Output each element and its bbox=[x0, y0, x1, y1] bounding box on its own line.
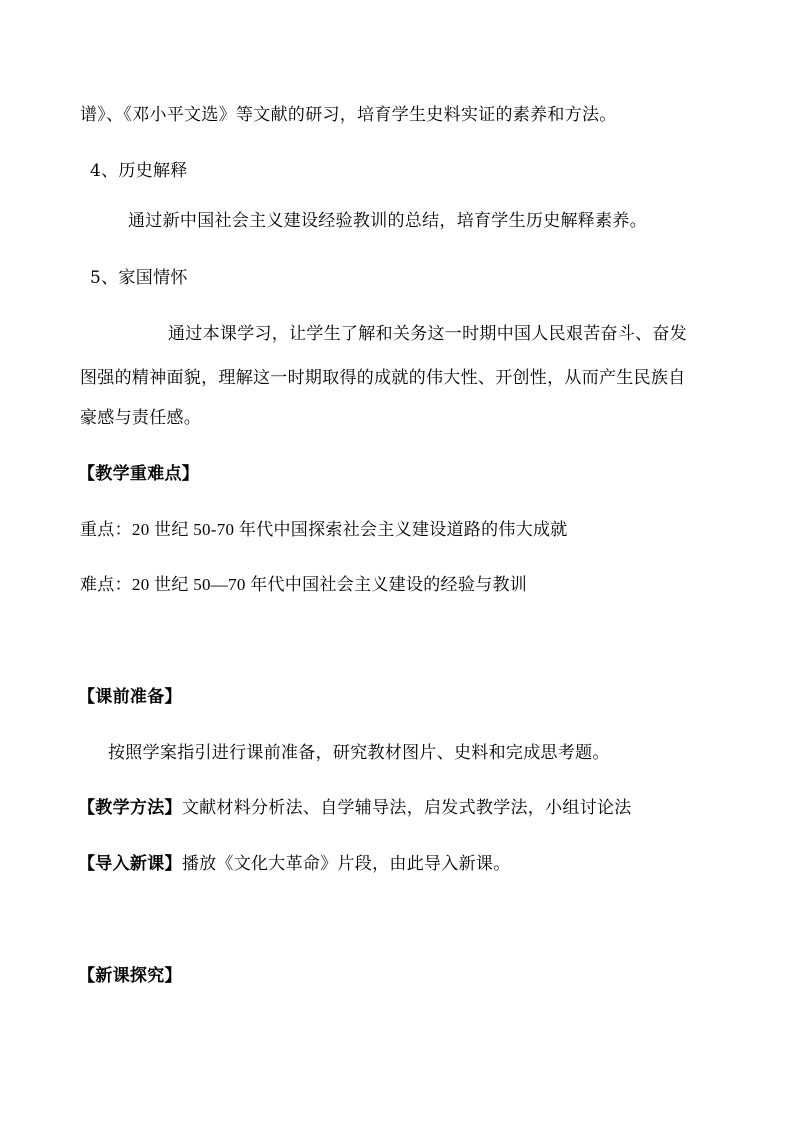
section-heading-new-lesson: 【新课探究】 bbox=[78, 966, 182, 986]
section-heading-preparation: 【课前准备】 bbox=[78, 687, 182, 707]
paragraph-patriotism-line-1: 通过本课学习，让学生了解和关务这一时期中国人民艰苦奋斗、奋发 bbox=[168, 324, 687, 344]
preparation-text: 按照学案指引进行课前准备，研究教材图片、史料和完成思考题。 bbox=[108, 743, 610, 763]
section-heading-key-difficult-points: 【教学重难点】 bbox=[78, 464, 200, 484]
teaching-method-label: 【教学方法】 bbox=[78, 798, 182, 818]
teaching-method-text: 文献材料分析法、自学辅导法，启发式教学法，小组讨论法 bbox=[181, 798, 632, 818]
paragraph-historical-interpretation: 通过新中国社会主义建设经验教训的总结，培育学生历史解释素养。 bbox=[128, 211, 647, 231]
lesson-intro-line bbox=[78, 852, 511, 876]
lesson-intro-label: 【导入新课】 bbox=[78, 854, 182, 874]
paragraph-patriotism-line-3: 豪感与责任感。 bbox=[80, 408, 202, 428]
key-point: 重点：20 世纪 50-70 年代中国探索社会主义建设道路的伟大成就 bbox=[80, 520, 568, 539]
teaching-method-line bbox=[78, 796, 632, 820]
lesson-intro-text: 播放《文化大革命》片段，由此导入新课。 bbox=[181, 854, 511, 874]
heading-patriotism: 5、家国情怀 bbox=[90, 268, 188, 288]
text-line-literacy-methods: 谱》、《邓小平文选》等文献的研习，培育学生史料实证的素养和方法。 bbox=[80, 105, 617, 125]
paragraph-patriotism-line-2: 图强的精神面貌，理解这一时期取得的成就的伟大性、开创性，从而产生民族自 bbox=[80, 368, 686, 388]
heading-historical-interpretation: 4、历史解释 bbox=[90, 161, 188, 181]
difficult-point: 难点：20 世纪 50—70 年代中国社会主义建设的经验与教训 bbox=[80, 575, 528, 594]
